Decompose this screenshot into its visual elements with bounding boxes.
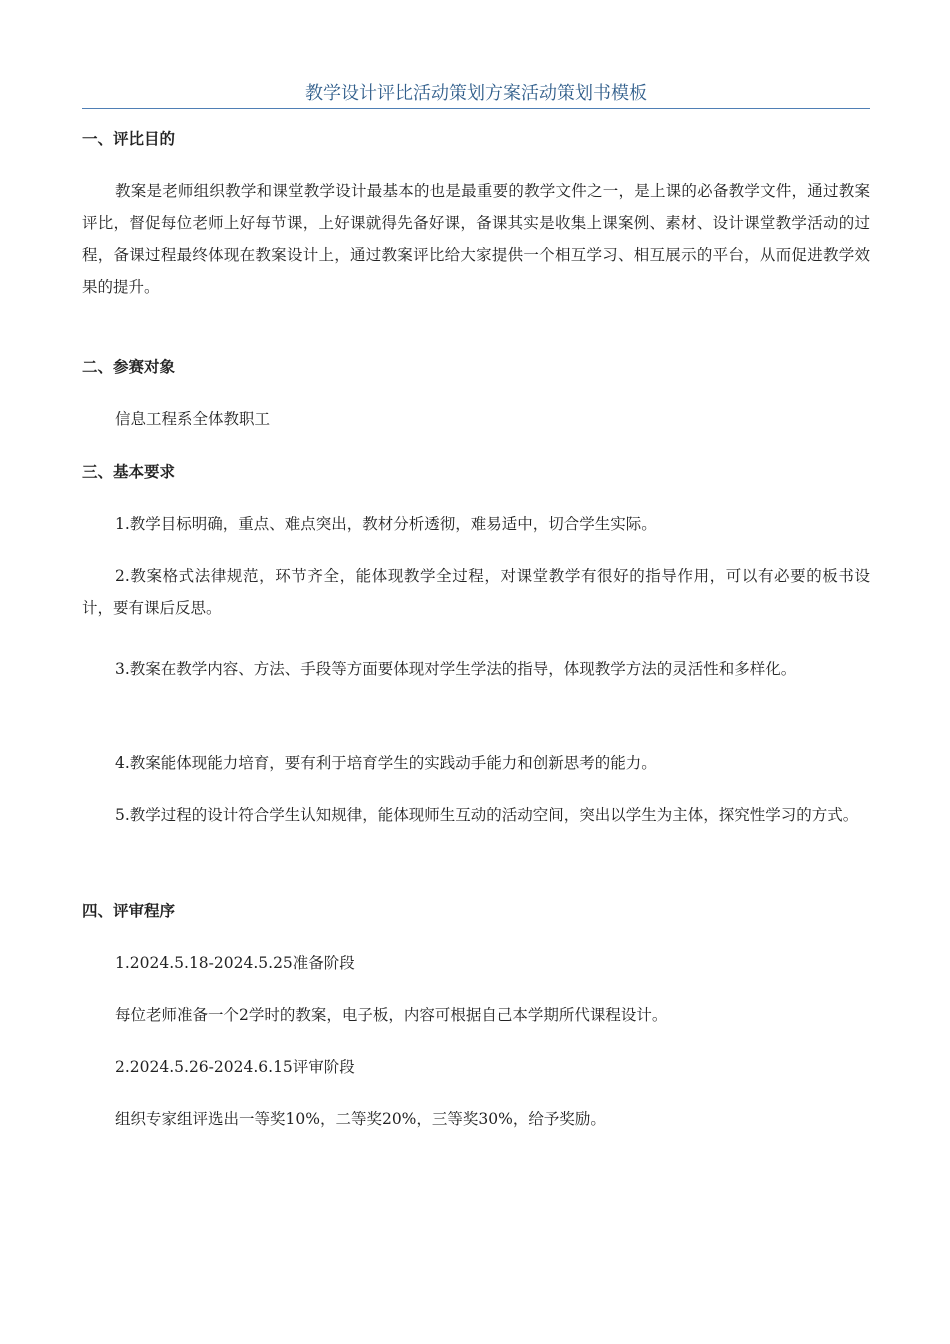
requirement-item: 3.教案在教学内容、方法、手段等方面要体现对学生学法的指导，体现教学方法的灵活性和多样化。 xyxy=(115,660,797,678)
section-requirements xyxy=(82,460,870,484)
section-participants xyxy=(82,355,870,379)
section-purpose xyxy=(82,127,870,151)
document-page xyxy=(82,0,870,1128)
section-review-procedure xyxy=(82,899,870,923)
requirement-item: 1.教学目标明确，重点、难点突出，教材分析透彻，难易适中，切合学生实际。 xyxy=(115,515,657,533)
paragraph: 信息工程系全体教职工 xyxy=(115,410,271,428)
requirement-item: 5.教学过程的设计符合学生认知规律，能体现师生互动的活动空间，突出以学生为主体，探究性学习的方式。 xyxy=(115,806,859,824)
paragraph: 教案是老师组织教学和课堂教学设计最基本的也是最重要的教学文件之一，是上课的必备教学文件，通过教案评比，督促每位老师上好每节课，上好课就得先备好课，备课其实是收集上课案例、素材、设计课堂教学活动的过程，备课过程最终体现在教案设计上，通过教案评比给大家提供一个相互学习、相互展示的平台，从而促进教学效果的提升。 xyxy=(82,182,870,296)
section-heading: 三、基本要求 xyxy=(82,463,176,481)
section-heading: 四、评审程序 xyxy=(82,902,176,920)
section-heading: 二、参赛对象 xyxy=(82,358,176,376)
procedure-detail: 每位老师准备一个2学时的教案，电子板，内容可根据自己本学期所代课程设计。 xyxy=(115,1006,668,1024)
document-title: 教学设计评比活动策划方案活动策划书模板 xyxy=(82,80,870,109)
procedure-stage: 1.2024.5.18-2024.5.25准备阶段 xyxy=(115,954,355,972)
requirement-item: 4.教案能体现能力培育，要有利于培育学生的实践动手能力和创新思考的能力。 xyxy=(115,754,657,772)
procedure-detail: 组织专家组评选出一等奖10%，二等奖20%，三等奖30%，给予奖励。 xyxy=(115,1110,606,1128)
requirement-item: 2.教案格式法律规范，环节齐全，能体现教学全过程，对课堂教学有很好的指导作用，可以有必要的板书设计，要有课后反思。 xyxy=(82,567,870,617)
section-heading: 一、评比目的 xyxy=(82,130,176,148)
procedure-stage: 2.2024.5.26-2024.6.15评审阶段 xyxy=(115,1058,355,1076)
